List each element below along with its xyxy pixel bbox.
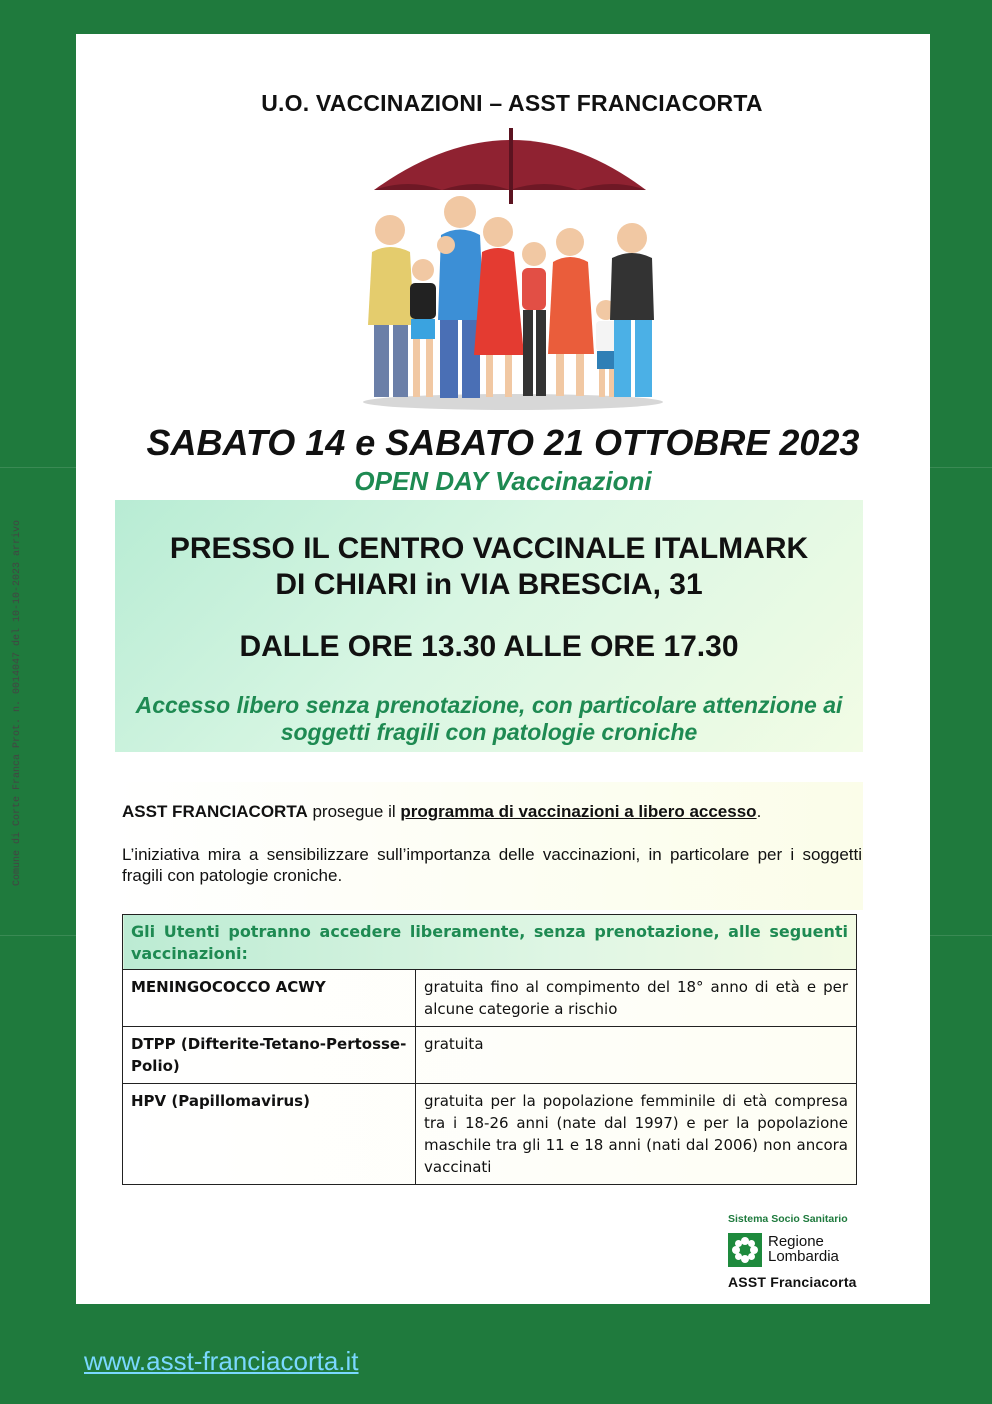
intro-box (115, 782, 863, 910)
location-box (115, 500, 863, 752)
intro-end: . (756, 802, 762, 821)
lombardy-rose-icon (728, 1233, 762, 1267)
umbrella-icon (374, 128, 646, 204)
vaccine-name: MENINGOCOCCO ACWY (123, 970, 416, 1027)
location-line-2: DI CHIARI in VIA BRESCIA, 31 (275, 568, 703, 601)
access-note-line-2: soggetti fragili con patologie croniche (280, 719, 698, 745)
family-umbrella-illustration (348, 120, 678, 415)
intro-paragraph (122, 802, 862, 822)
grandmother-figure (548, 228, 594, 396)
logo-region-line-2: Lombardia (768, 1248, 839, 1265)
website-link[interactable]: www.asst-franciacorta.it (84, 1346, 359, 1376)
table-header-row (123, 915, 857, 970)
mission-paragraph: L’iniziativa mira a sensibilizzare sull’importanza delle vaccinazioni, in particolare per i soggetti fragili con patologie croniche. (122, 845, 862, 885)
header-title: U.O. VACCINAZIONI – ASST FRANCIACORTA (261, 90, 763, 116)
logo-region-text (768, 1234, 839, 1264)
logo-asst-text: ASST Franciacorta (728, 1274, 857, 1290)
vaccine-note: gratuita fino al compimento del 18° anno di età e per alcune categorie a rischio (416, 970, 857, 1027)
location-line-1: PRESSO IL CENTRO VACCINALE ITALMARK (169, 532, 809, 565)
org-name: ASST FRANCIACORTA (122, 802, 308, 821)
protocol-stamp: Comune di Corte Franca Prot. n. 0014047 del 10-10-2023 arrivo (12, 519, 23, 887)
young-man-figure (610, 223, 654, 397)
event-subtitle: OPEN DAY Vaccinazioni (354, 466, 652, 496)
father-baby-figure (437, 196, 484, 398)
intro-verb: prosegue il (307, 802, 401, 821)
region-logo (728, 1213, 868, 1293)
opening-hours: DALLE ORE 13.30 ALLE ORE 17.30 (239, 630, 739, 663)
vaccine-name: HPV (Papillomavirus) (123, 1084, 416, 1185)
logo-region-line-1: Regione (768, 1233, 824, 1250)
event-dates: SABATO 14 e SABATO 21 OTTOBRE 2023 (146, 422, 860, 463)
teen-figure (522, 242, 546, 396)
table-header: Gli Utenti potranno accedere liberamente, senza prenotazione, alle seguenti vaccinazioni: (123, 915, 857, 970)
child-figure (410, 259, 436, 397)
vaccination-table (122, 914, 857, 1185)
table-row (123, 1027, 857, 1084)
vaccine-note: gratuita (416, 1027, 857, 1084)
vaccine-name: DTPP (Difterite-Tetano-Pertosse-Polio) (123, 1027, 416, 1084)
mother-figure (474, 217, 524, 397)
logo-system-text: Sistema Socio Sanitario (728, 1213, 848, 1225)
access-note (115, 692, 863, 746)
access-note-line-1: Accesso libero senza prenotazione, con particolare attenzione ai (135, 692, 843, 718)
table-row (123, 1084, 857, 1185)
program-name: programma di vaccinazioni a libero accesso (400, 802, 757, 821)
vaccine-note: gratuita per la popolazione femminile di età compresa tra i 18-26 anni (nate dal 1997) e per la popolazione maschile tra gli 11 e 18 anni (nati dal 2006) non ancora vaccinati (416, 1084, 857, 1185)
table-row (123, 970, 857, 1027)
grandfather-figure (368, 215, 414, 397)
